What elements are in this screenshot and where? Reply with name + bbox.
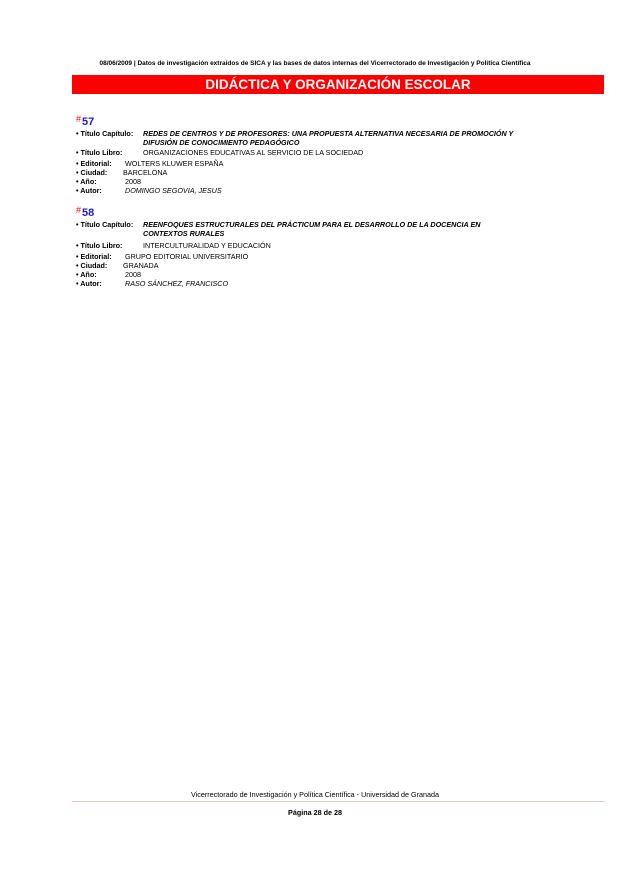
publication-record: [76, 114, 596, 195]
footer-institution: Vicerrectorado de Investigación y Política Científica - Universidad de Granada: [191, 790, 439, 799]
hash-mark: #: [76, 114, 82, 124]
city-row: [76, 168, 596, 177]
year-value: 2008: [125, 270, 141, 279]
page-header: 08/06/2009 | Datos de investigación extraídos de SICA y las bases de datos internas del Vicerrectorado de Investigación y Política Científica: [99, 60, 531, 67]
author-row: [76, 279, 596, 288]
year-value: 2008: [125, 177, 141, 186]
chapter-title-row: [76, 220, 596, 238]
publisher-value: GRUPO EDITORIAL UNIVERSITARIO: [125, 252, 249, 261]
author-label: • Autor:: [76, 279, 102, 288]
record-heading: [76, 114, 596, 129]
city-label: • Ciudad:: [76, 261, 108, 270]
city-value: GRANADA: [123, 261, 159, 270]
year-label: • Año:: [76, 270, 97, 279]
chapter-title-value: REDES DE CENTROS Y DE PROFESORES: UNA PROPUESTA ALTERNATIVA NECESARIA DE PROMOCIÓN Y DIFUSIÓN DE CONOCIMIENTO PEDAGÓGICO: [143, 129, 514, 147]
book-title-row: [76, 241, 596, 252]
page-number: Página 28 de 28: [288, 808, 342, 817]
record-number: 57: [82, 116, 95, 128]
chapter-title-label: • Título Capítulo:: [76, 129, 134, 138]
year-row: [76, 177, 596, 186]
author-value: RASO SÁNCHEZ, FRANCISCO: [125, 279, 229, 288]
chapter-title-row: [76, 129, 596, 147]
author-row: [76, 186, 596, 195]
publisher-value: WOLTERS KLUWER ESPAÑA: [125, 159, 224, 168]
publisher-row: [76, 159, 596, 168]
publisher-row: [76, 252, 596, 261]
record-number: 58: [82, 207, 95, 219]
city-label: • Ciudad:: [76, 168, 108, 177]
book-title-value: ORGANIZACIONES EDUCATIVAS AL SERVICIO DE LA SOCIEDAD: [143, 148, 364, 157]
chapter-title-value: REENFOQUES ESTRUCTURALES DEL PRÁCTICUM PARA EL DESARROLLO DE LA DOCENCIA EN CONTEXTOS RURALES: [143, 220, 481, 238]
chapter-title-label: • Título Capítulo:: [76, 220, 134, 229]
section-title-banner: DIDÁCTICA Y ORGANIZACIÓN ESCOLAR: [72, 75, 604, 94]
publication-record: [76, 205, 596, 288]
book-title-label: • Título Libro:: [76, 241, 123, 250]
author-label: • Autor:: [76, 186, 102, 195]
city-value: BARCELONA: [123, 168, 168, 177]
record-heading: [76, 205, 596, 220]
publisher-label: • Editorial:: [76, 159, 112, 168]
year-label: • Año:: [76, 177, 97, 186]
book-title-value: INTERCULTURALIDAD Y EDUCACIÓN: [143, 241, 271, 250]
footer-divider: [72, 801, 604, 802]
hash-mark: #: [76, 205, 82, 215]
author-value: DOMINGO SEGOVIA, JESUS: [125, 186, 222, 195]
city-row: [76, 261, 596, 270]
book-title-row: [76, 148, 596, 159]
book-title-label: • Título Libro:: [76, 148, 123, 157]
publisher-label: • Editorial:: [76, 252, 112, 261]
year-row: [76, 270, 596, 279]
